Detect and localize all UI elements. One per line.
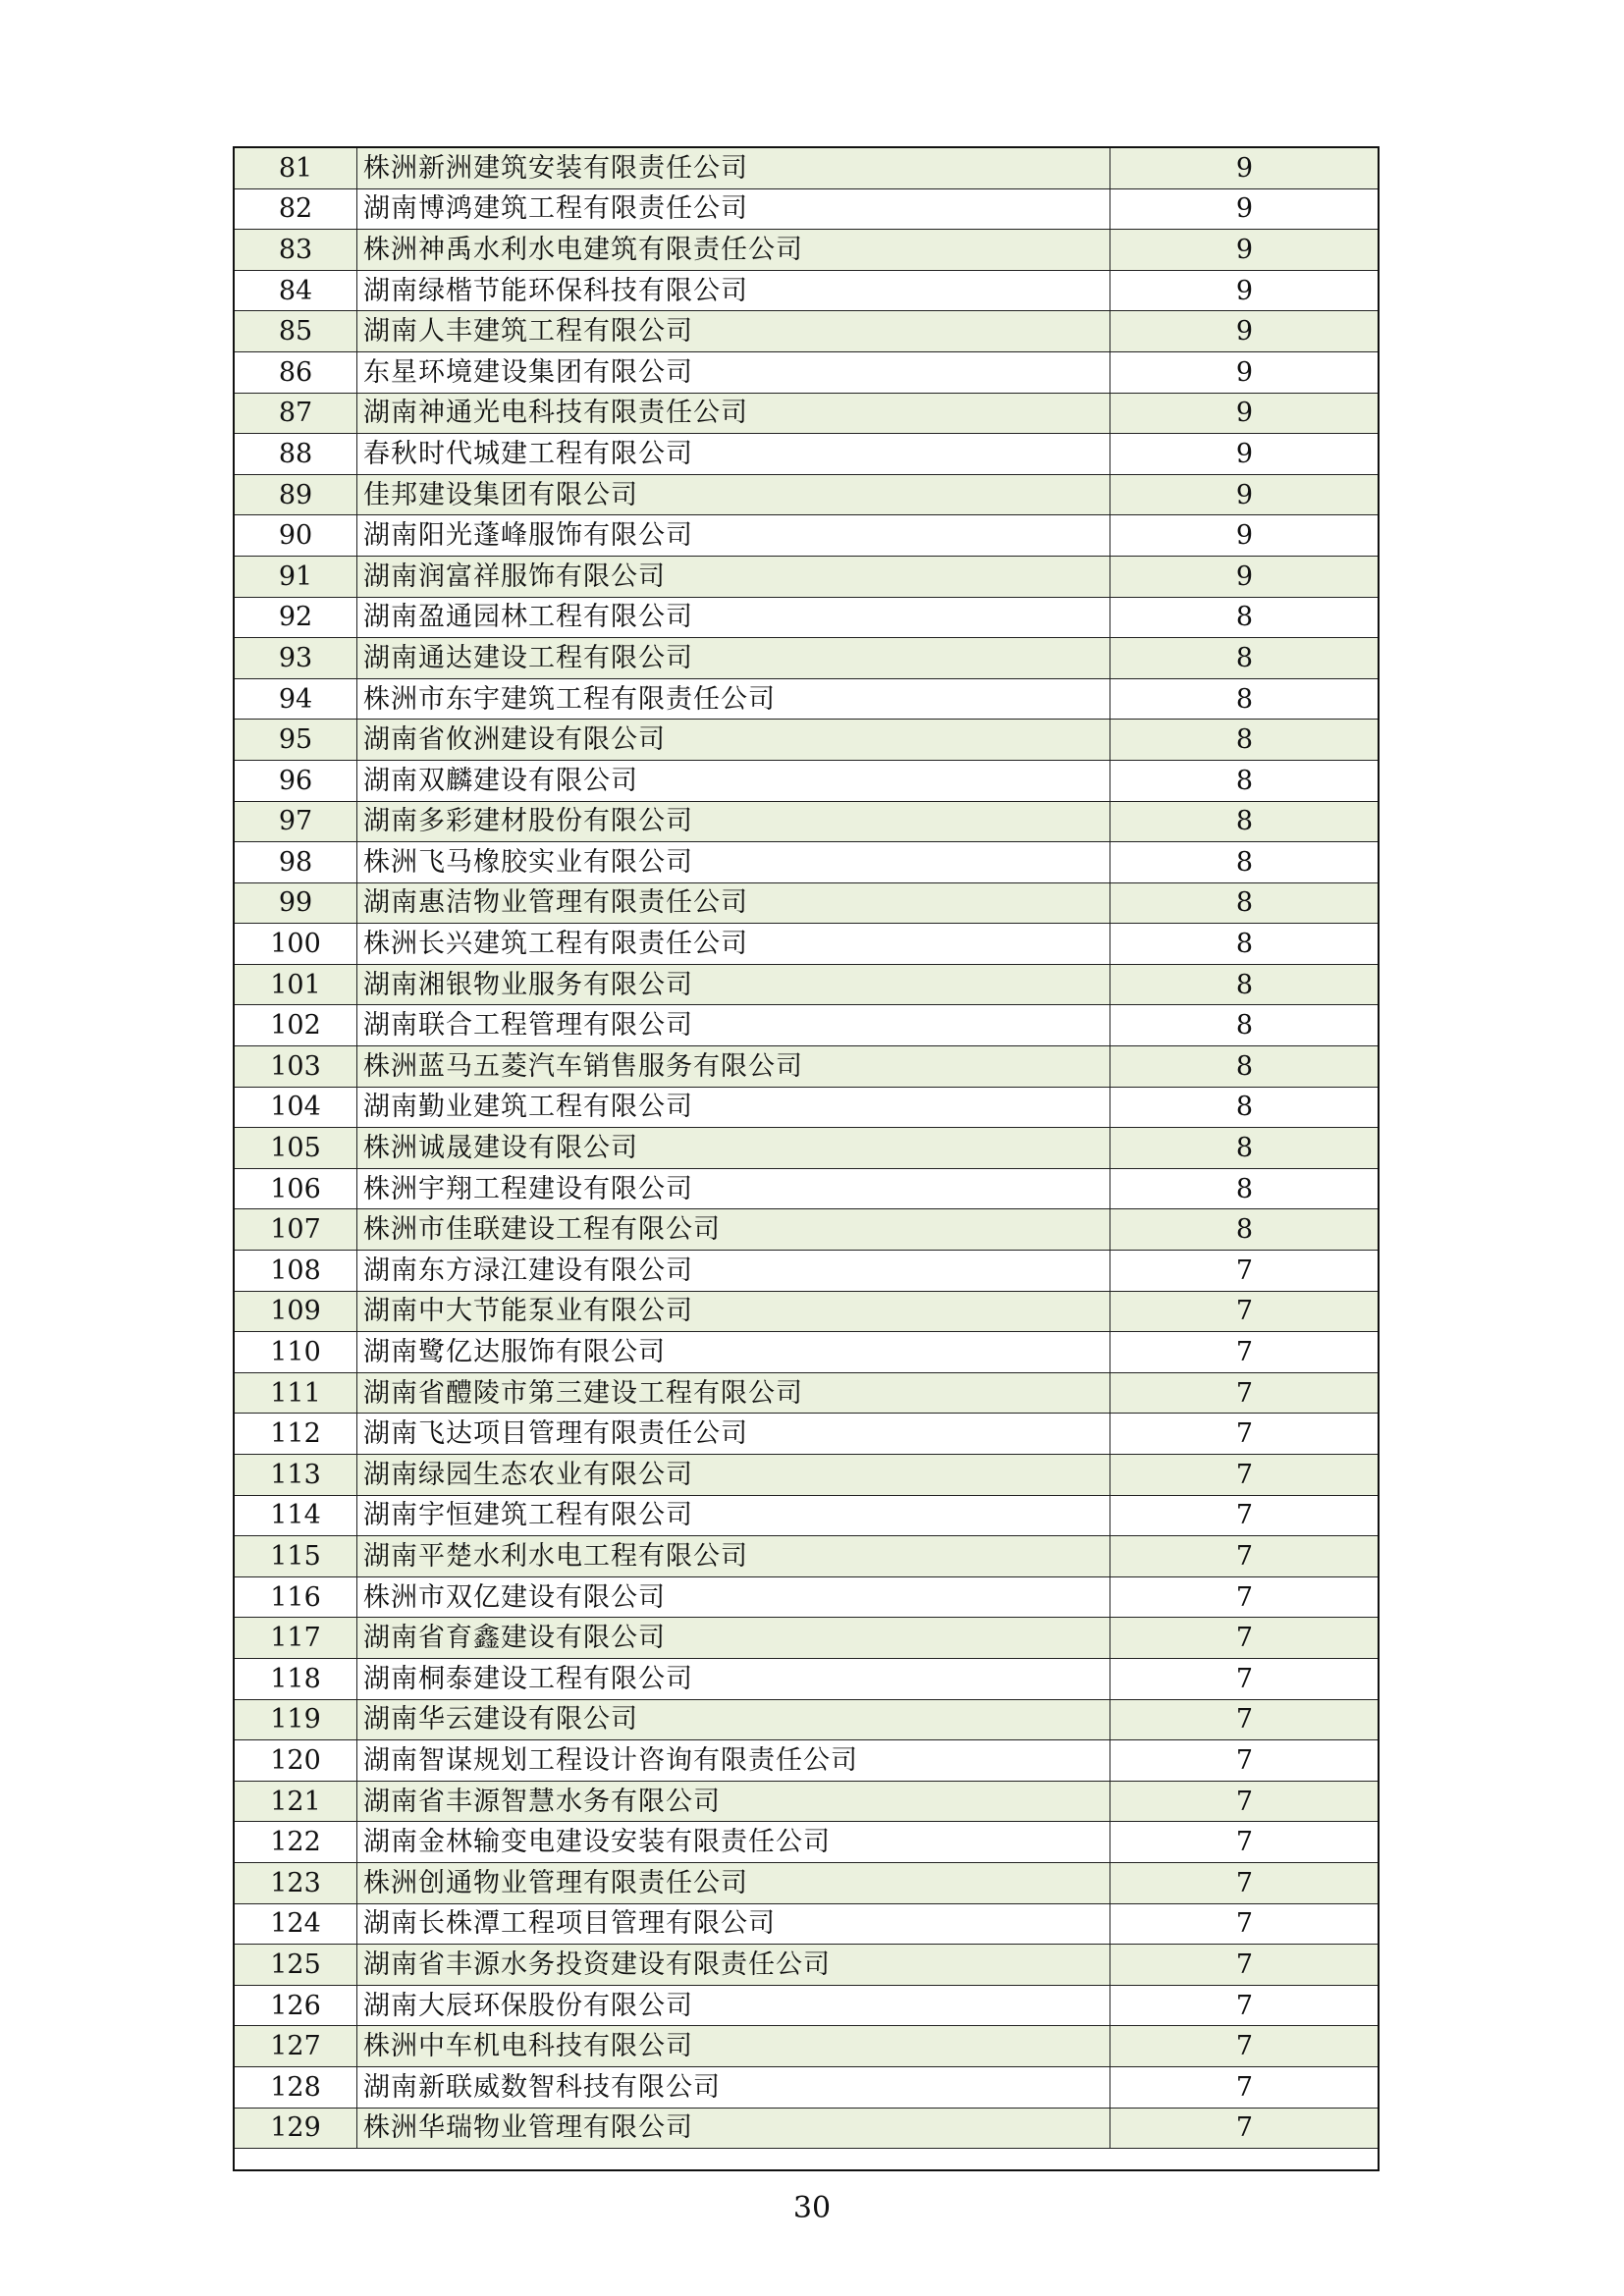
table-row — [235, 148, 1380, 189]
row-number-cell: 92 — [235, 597, 357, 638]
table-row — [235, 393, 1380, 434]
score-cell: 9 — [1110, 556, 1380, 597]
score-cell: 9 — [1110, 434, 1380, 475]
table-row — [235, 1822, 1380, 1863]
table-row — [235, 801, 1380, 842]
company-name-cell: 湖南东方渌江建设有限公司 — [357, 1251, 1110, 1292]
row-number-cell: 88 — [235, 434, 357, 475]
score-cell: 7 — [1110, 1536, 1380, 1577]
company-name-cell: 湖南中大节能泵业有限公司 — [357, 1291, 1110, 1332]
company-name-cell: 湖南长株潭工程项目管理有限公司 — [357, 1903, 1110, 1945]
company-name-cell: 湖南多彩建材股份有限公司 — [357, 801, 1110, 842]
table-row — [235, 2108, 1380, 2149]
score-cell: 7 — [1110, 1658, 1380, 1699]
row-number-cell: 83 — [235, 230, 357, 271]
company-name-cell: 湖南新联威数智科技有限公司 — [357, 2066, 1110, 2108]
company-name-cell: 湖南桐泰建设工程有限公司 — [357, 1658, 1110, 1699]
table-row — [235, 230, 1380, 271]
score-cell: 8 — [1110, 842, 1380, 883]
score-cell: 9 — [1110, 148, 1380, 189]
score-cell: 9 — [1110, 515, 1380, 557]
score-cell: 9 — [1110, 311, 1380, 352]
company-name-cell: 株洲神禹水利水电建筑有限责任公司 — [357, 230, 1110, 271]
score-cell: 8 — [1110, 1005, 1380, 1046]
score-cell: 8 — [1110, 964, 1380, 1005]
score-cell: 9 — [1110, 351, 1380, 393]
table-row — [235, 597, 1380, 638]
table-row — [235, 474, 1380, 515]
company-name-cell: 湖南鹭亿达服饰有限公司 — [357, 1332, 1110, 1373]
table-row — [235, 924, 1380, 965]
table-row — [235, 1251, 1380, 1292]
company-name-cell: 湖南省丰源水务投资建设有限责任公司 — [357, 1945, 1110, 1986]
row-number-cell: 119 — [235, 1699, 357, 1740]
row-number-cell: 120 — [235, 1740, 357, 1782]
score-cell: 8 — [1110, 720, 1380, 761]
score-cell: 7 — [1110, 1291, 1380, 1332]
row-number-cell: 106 — [235, 1168, 357, 1209]
company-name-cell: 东星环境建设集团有限公司 — [357, 351, 1110, 393]
score-cell: 8 — [1110, 638, 1380, 679]
table-row — [235, 882, 1380, 924]
score-cell: 7 — [1110, 1495, 1380, 1536]
row-number-cell: 113 — [235, 1455, 357, 1496]
table-row — [235, 1658, 1380, 1699]
score-cell: 8 — [1110, 924, 1380, 965]
company-name-cell: 湖南湘银物业服务有限公司 — [357, 964, 1110, 1005]
table-row — [235, 1209, 1380, 1251]
table-row — [235, 760, 1380, 801]
company-name-cell: 湖南飞达项目管理有限责任公司 — [357, 1414, 1110, 1455]
score-cell: 7 — [1110, 1251, 1380, 1292]
company-name-cell: 湖南宇恒建筑工程有限公司 — [357, 1495, 1110, 1536]
company-name-cell: 株洲诚晟建设有限公司 — [357, 1128, 1110, 1169]
row-number-cell: 108 — [235, 1251, 357, 1292]
row-number-cell: 118 — [235, 1658, 357, 1699]
row-number-cell: 87 — [235, 393, 357, 434]
row-number-cell: 96 — [235, 760, 357, 801]
row-number-cell: 125 — [235, 1945, 357, 1986]
score-cell: 7 — [1110, 1332, 1380, 1373]
score-cell: 9 — [1110, 474, 1380, 515]
table-row — [235, 720, 1380, 761]
score-cell: 7 — [1110, 1372, 1380, 1414]
score-cell: 8 — [1110, 597, 1380, 638]
table-row — [235, 1128, 1380, 1169]
company-name-cell: 佳邦建设集团有限公司 — [357, 474, 1110, 515]
company-name-cell: 湖南润富祥服饰有限公司 — [357, 556, 1110, 597]
score-cell: 9 — [1110, 270, 1380, 311]
score-cell: 7 — [1110, 1740, 1380, 1782]
row-number-cell: 110 — [235, 1332, 357, 1373]
table-row — [235, 556, 1380, 597]
score-cell: 7 — [1110, 1699, 1380, 1740]
row-number-cell: 97 — [235, 801, 357, 842]
table-row — [235, 188, 1380, 230]
company-name-cell: 湖南省醴陵市第三建设工程有限公司 — [357, 1372, 1110, 1414]
row-number-cell: 99 — [235, 882, 357, 924]
company-name-cell: 湖南盈通园林工程有限公司 — [357, 597, 1110, 638]
table-row — [235, 311, 1380, 352]
table-row — [235, 1046, 1380, 1088]
company-name-cell: 湖南金林输变电建设安装有限责任公司 — [357, 1822, 1110, 1863]
company-name-cell: 湖南勤业建筑工程有限公司 — [357, 1087, 1110, 1128]
table-row — [235, 2066, 1380, 2108]
table-row — [235, 1332, 1380, 1373]
company-name-cell: 湖南省丰源智慧水务有限公司 — [357, 1781, 1110, 1822]
row-number-cell: 86 — [235, 351, 357, 393]
score-cell: 7 — [1110, 1903, 1380, 1945]
score-cell: 9 — [1110, 393, 1380, 434]
score-cell: 8 — [1110, 760, 1380, 801]
row-number-cell: 104 — [235, 1087, 357, 1128]
table-row — [235, 1414, 1380, 1455]
company-name-cell: 湖南省攸洲建设有限公司 — [357, 720, 1110, 761]
table-row — [235, 1862, 1380, 1903]
company-name-cell: 湖南平楚水利水电工程有限公司 — [357, 1536, 1110, 1577]
company-name-cell: 湖南大辰环保股份有限公司 — [357, 1985, 1110, 2026]
company-name-cell: 株洲中车机电科技有限公司 — [357, 2026, 1110, 2067]
table-row — [235, 1455, 1380, 1496]
company-name-cell: 株洲华瑞物业管理有限公司 — [357, 2108, 1110, 2149]
score-cell: 7 — [1110, 2108, 1380, 2149]
table-body — [235, 148, 1380, 2149]
table-row — [235, 515, 1380, 557]
company-name-cell: 湖南绿楷节能环保科技有限公司 — [357, 270, 1110, 311]
score-cell: 8 — [1110, 1168, 1380, 1209]
score-cell: 7 — [1110, 1618, 1380, 1659]
row-number-cell: 100 — [235, 924, 357, 965]
row-number-cell: 105 — [235, 1128, 357, 1169]
row-number-cell: 126 — [235, 1985, 357, 2026]
table-row — [235, 1945, 1380, 1986]
table-row — [235, 351, 1380, 393]
score-cell: 7 — [1110, 2026, 1380, 2067]
row-number-cell: 91 — [235, 556, 357, 597]
row-number-cell: 129 — [235, 2108, 357, 2149]
page-number: 30 — [792, 2191, 832, 2225]
company-name-cell: 湖南博鸿建筑工程有限责任公司 — [357, 188, 1110, 230]
table-row — [235, 964, 1380, 1005]
row-number-cell: 109 — [235, 1291, 357, 1332]
row-number-cell: 90 — [235, 515, 357, 557]
company-name-cell: 湖南华云建设有限公司 — [357, 1699, 1110, 1740]
row-number-cell: 112 — [235, 1414, 357, 1455]
score-cell: 7 — [1110, 1862, 1380, 1903]
row-number-cell: 107 — [235, 1209, 357, 1251]
table-row — [235, 1576, 1380, 1618]
row-number-cell: 103 — [235, 1046, 357, 1088]
score-cell: 7 — [1110, 1414, 1380, 1455]
company-name-cell: 湖南双麟建设有限公司 — [357, 760, 1110, 801]
score-cell: 7 — [1110, 1985, 1380, 2026]
company-score-table — [234, 147, 1380, 2149]
row-number-cell: 81 — [235, 148, 357, 189]
row-number-cell: 89 — [235, 474, 357, 515]
table-row — [235, 1495, 1380, 1536]
table-row — [235, 434, 1380, 475]
score-cell: 9 — [1110, 230, 1380, 271]
row-number-cell: 114 — [235, 1495, 357, 1536]
table-row — [235, 1372, 1380, 1414]
company-name-cell: 株洲长兴建筑工程有限责任公司 — [357, 924, 1110, 965]
row-number-cell: 94 — [235, 678, 357, 720]
table-row — [235, 1985, 1380, 2026]
row-number-cell: 123 — [235, 1862, 357, 1903]
company-name-cell: 湖南智谋规划工程设计咨询有限责任公司 — [357, 1740, 1110, 1782]
table-row — [235, 270, 1380, 311]
row-number-cell: 84 — [235, 270, 357, 311]
company-name-cell: 湖南省育鑫建设有限公司 — [357, 1618, 1110, 1659]
company-name-cell: 株洲宇翔工程建设有限公司 — [357, 1168, 1110, 1209]
row-number-cell: 128 — [235, 2066, 357, 2108]
company-name-cell: 春秋时代城建工程有限公司 — [357, 434, 1110, 475]
table-row — [235, 1168, 1380, 1209]
score-cell: 8 — [1110, 1128, 1380, 1169]
company-name-cell: 株洲创通物业管理有限责任公司 — [357, 1862, 1110, 1903]
score-cell: 8 — [1110, 1209, 1380, 1251]
table-row — [235, 1781, 1380, 1822]
table-row — [235, 842, 1380, 883]
table-row — [235, 1903, 1380, 1945]
score-cell: 9 — [1110, 188, 1380, 230]
table-row — [235, 1005, 1380, 1046]
row-number-cell: 122 — [235, 1822, 357, 1863]
table-row — [235, 638, 1380, 679]
score-cell: 8 — [1110, 1087, 1380, 1128]
table-row — [235, 1618, 1380, 1659]
company-name-cell: 湖南惠洁物业管理有限责任公司 — [357, 882, 1110, 924]
row-number-cell: 85 — [235, 311, 357, 352]
row-number-cell: 102 — [235, 1005, 357, 1046]
company-name-cell: 湖南联合工程管理有限公司 — [357, 1005, 1110, 1046]
company-name-cell: 株洲蓝马五菱汽车销售服务有限公司 — [357, 1046, 1110, 1088]
company-name-cell: 株洲飞马橡胶实业有限公司 — [357, 842, 1110, 883]
row-number-cell: 111 — [235, 1372, 357, 1414]
table-row — [235, 1699, 1380, 1740]
company-name-cell: 株洲新洲建筑安装有限责任公司 — [357, 148, 1110, 189]
table-row — [235, 1291, 1380, 1332]
score-cell: 7 — [1110, 2066, 1380, 2108]
table-row — [235, 1087, 1380, 1128]
row-number-cell: 124 — [235, 1903, 357, 1945]
score-cell: 8 — [1110, 678, 1380, 720]
company-name-cell: 湖南阳光蓬峰服饰有限公司 — [357, 515, 1110, 557]
table-row — [235, 2026, 1380, 2067]
company-name-cell: 株洲市佳联建设工程有限公司 — [357, 1209, 1110, 1251]
row-number-cell: 82 — [235, 188, 357, 230]
score-cell: 7 — [1110, 1822, 1380, 1863]
company-name-cell: 株洲市东宇建筑工程有限责任公司 — [357, 678, 1110, 720]
row-number-cell: 98 — [235, 842, 357, 883]
table-row — [235, 678, 1380, 720]
score-cell: 7 — [1110, 1576, 1380, 1618]
score-cell: 7 — [1110, 1945, 1380, 1986]
company-name-cell: 湖南神通光电科技有限责任公司 — [357, 393, 1110, 434]
company-name-cell: 湖南通达建设工程有限公司 — [357, 638, 1110, 679]
score-cell: 7 — [1110, 1455, 1380, 1496]
company-name-cell: 湖南绿园生态农业有限公司 — [357, 1455, 1110, 1496]
score-cell: 8 — [1110, 1046, 1380, 1088]
row-number-cell: 95 — [235, 720, 357, 761]
row-number-cell: 117 — [235, 1618, 357, 1659]
score-cell: 8 — [1110, 882, 1380, 924]
row-number-cell: 115 — [235, 1536, 357, 1577]
score-cell: 8 — [1110, 801, 1380, 842]
row-number-cell: 116 — [235, 1576, 357, 1618]
table-row — [235, 1536, 1380, 1577]
company-name-cell: 株洲市双亿建设有限公司 — [357, 1576, 1110, 1618]
row-number-cell: 121 — [235, 1781, 357, 1822]
table-row — [235, 1740, 1380, 1782]
row-number-cell: 101 — [235, 964, 357, 1005]
row-number-cell: 127 — [235, 2026, 357, 2067]
score-cell: 7 — [1110, 1781, 1380, 1822]
row-number-cell: 93 — [235, 638, 357, 679]
company-name-cell: 湖南人丰建筑工程有限公司 — [357, 311, 1110, 352]
